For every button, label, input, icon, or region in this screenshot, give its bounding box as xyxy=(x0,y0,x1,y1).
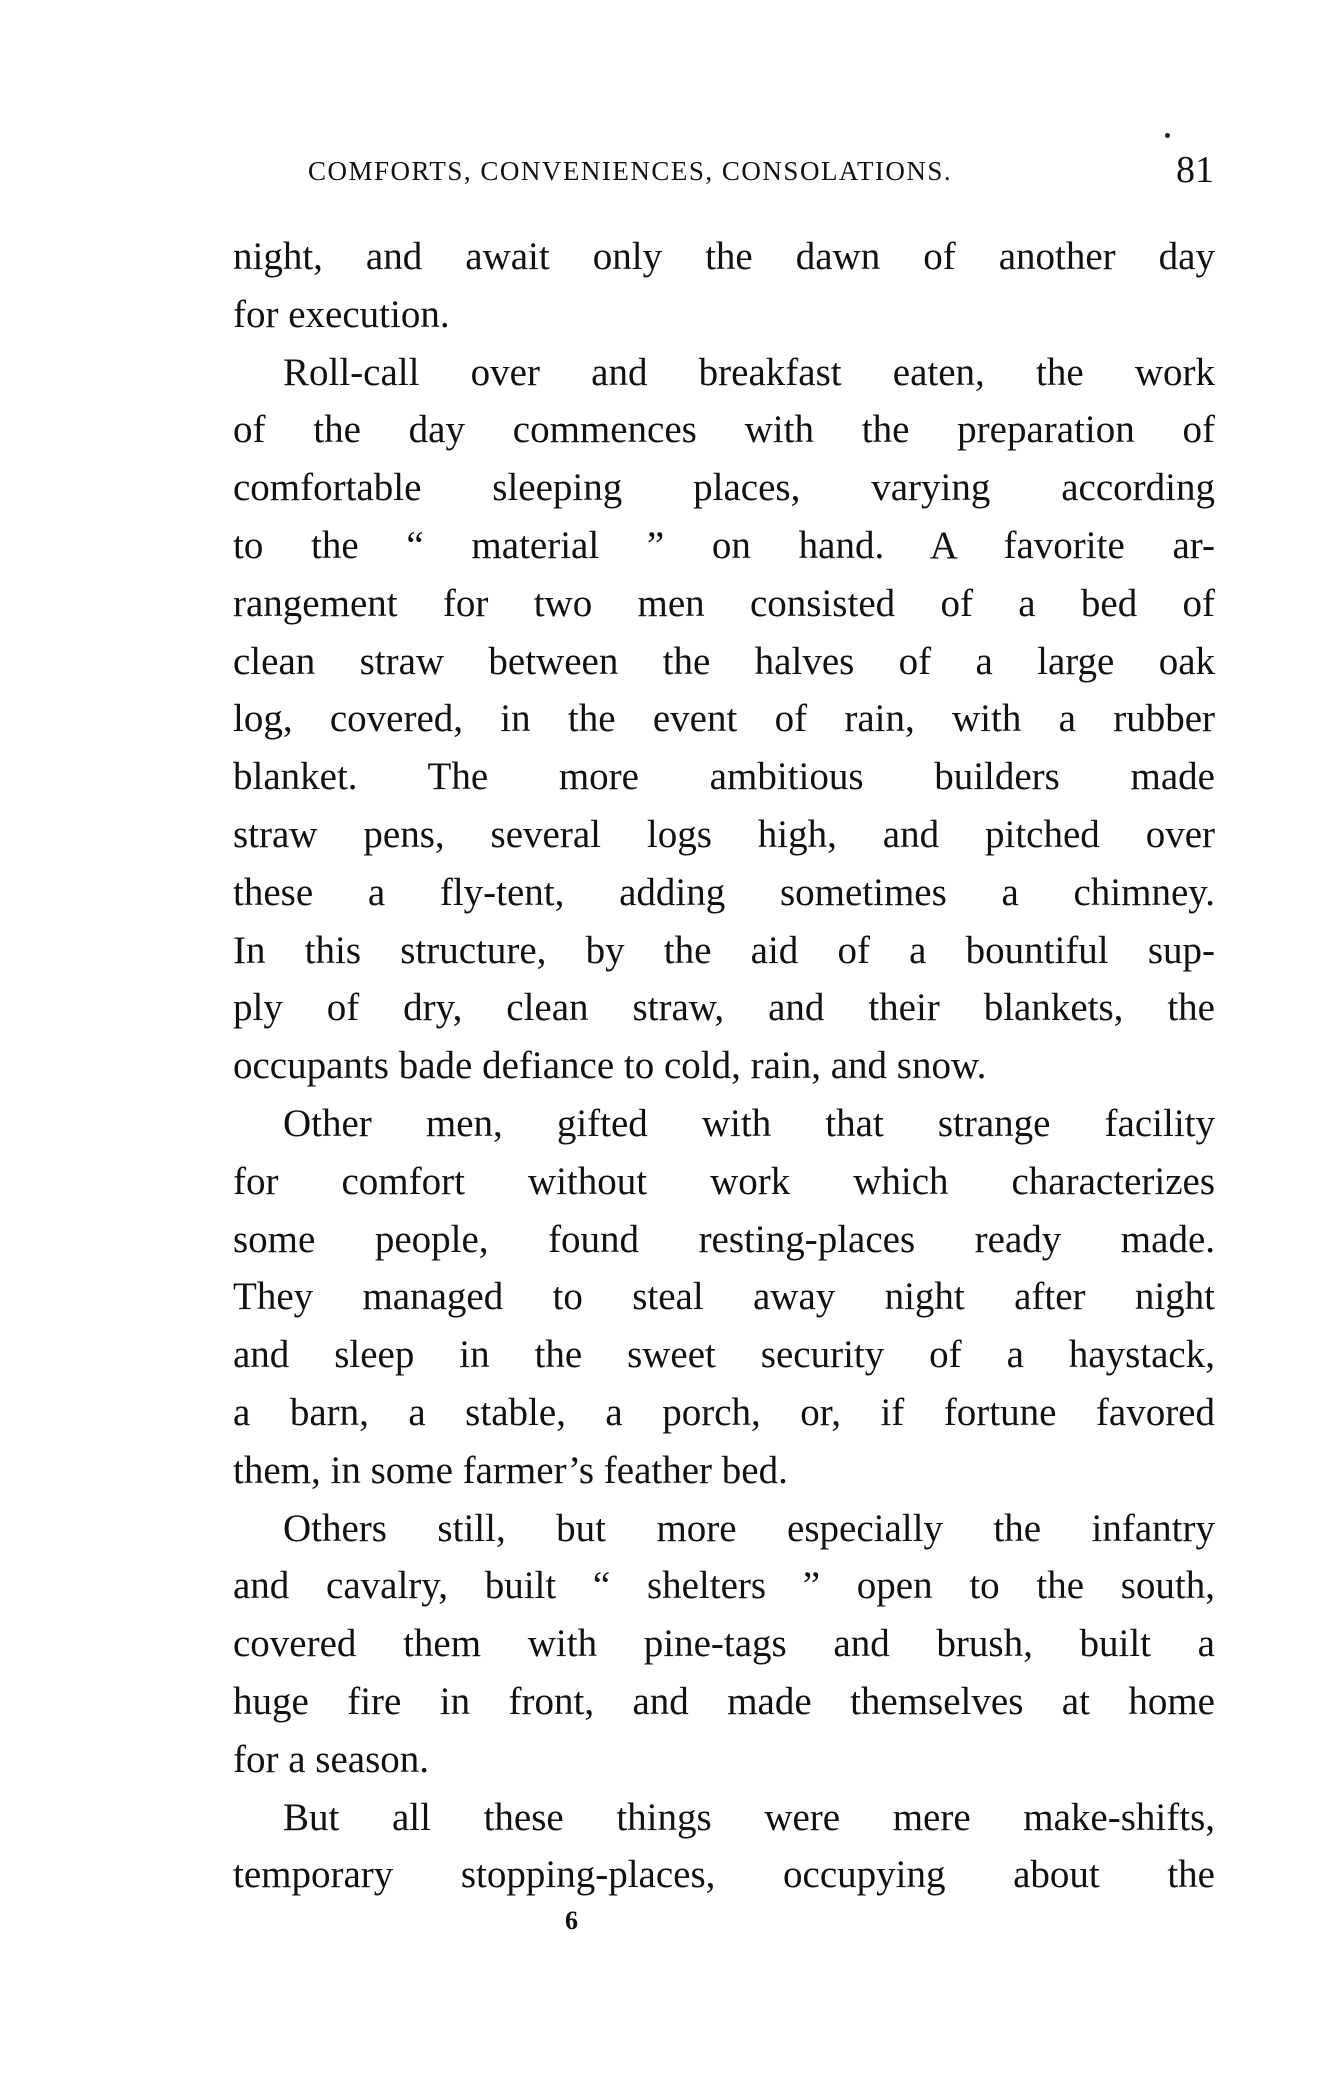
text-line: comfortable sleeping places, varying according xyxy=(233,466,1215,510)
text-line: In this structure, by the aid of a bountiful sup- xyxy=(233,928,1215,972)
text-line: blanket. The more ambitious builders made xyxy=(233,755,1215,799)
text-line: Other men, gifted with that strange facility xyxy=(283,1101,1215,1145)
text-line: for comfort without work which characterizes xyxy=(233,1159,1215,1203)
text-line: ply of dry, clean straw, and their blankets, the xyxy=(233,986,1215,1030)
text-line: temporary stopping-places, occupying about the xyxy=(233,1853,1215,1897)
paragraph xyxy=(233,228,1215,344)
text-line: Roll-call over and breakfast eaten, the work xyxy=(283,350,1215,394)
text-line: and sleep in the sweet security of a haystack, xyxy=(233,1333,1215,1377)
page-number: 81 xyxy=(1176,149,1214,191)
body-text xyxy=(233,228,1215,1904)
text-line: But all these things were mere make-shifts, xyxy=(283,1795,1215,1839)
text-line: and cavalry, built “ shelters ” open to the south, xyxy=(233,1564,1215,1608)
text-line: occupants bade defiance to cold, rain, and snow. xyxy=(233,1044,987,1088)
text-line: Others still, but more especially the infantry xyxy=(283,1506,1215,1550)
text-line: for a season. xyxy=(233,1737,430,1781)
page-header xyxy=(308,148,1214,198)
paragraph xyxy=(233,1095,1215,1500)
paragraph xyxy=(233,344,1215,1095)
signature-mark: 6 xyxy=(565,1906,578,1935)
text-line: huge fire in front, and made themselves at home xyxy=(233,1679,1215,1723)
text-line: log, covered, in the event of rain, with a rubber xyxy=(233,697,1215,741)
text-line: to the “ material ” on hand. A favorite ar- xyxy=(233,523,1215,567)
text-line: night, and await only the dawn of another day xyxy=(233,235,1215,278)
text-line: rangement for two men consisted of a bed of xyxy=(233,581,1215,625)
text-line: of the day commences with the preparation of xyxy=(233,408,1215,452)
paragraph xyxy=(233,1500,1215,1789)
text-line: They managed to steal away night after night xyxy=(233,1275,1215,1319)
text-line: straw pens, several logs high, and pitched over xyxy=(233,812,1215,856)
text-line: some people, found resting-places ready made. xyxy=(233,1217,1215,1261)
speck-mark xyxy=(1165,133,1170,138)
text-line: for execution. xyxy=(233,292,450,336)
text-line: a barn, a stable, a porch, or, if fortune favored xyxy=(233,1390,1215,1434)
text-line: clean straw between the halves of a large oak xyxy=(233,639,1215,683)
text-line: these a fly-tent, adding sometimes a chimney. xyxy=(233,870,1215,914)
text-line: covered them with pine-tags and brush, built a xyxy=(233,1622,1215,1666)
text-line: them, in some farmer’s feather bed. xyxy=(233,1448,788,1492)
paragraph xyxy=(233,1789,1215,1905)
running-head: COMFORTS, CONVENIENCES, CONSOLATIONS. xyxy=(308,156,953,186)
